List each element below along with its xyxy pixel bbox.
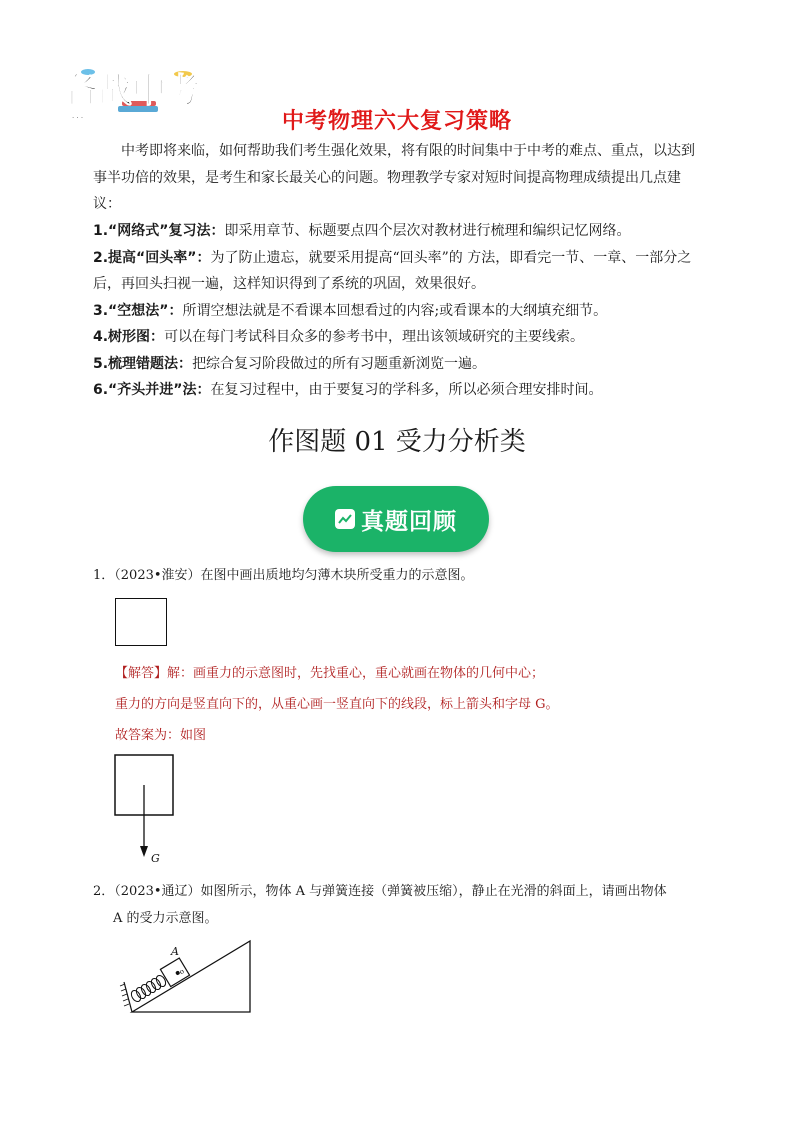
answer-line: 重力的方向是竖直向下的，从重心画一竖直向下的线段，标上箭头和字母 G。 <box>115 697 559 712</box>
incline-spring-diagram <box>114 938 256 1018</box>
tip-item <box>93 324 703 351</box>
page-title: 中考物理六大复习策略 <box>281 109 512 134</box>
tip-text: 把综合复习阶段做过的所有习题重新浏览一遍。 <box>192 355 487 372</box>
badge-label: 真题回顾 <box>361 508 457 535</box>
question-1-block-figure <box>115 598 167 646</box>
question-2-line: 2．（2023•通辽）如图所示，物体 A 与弹簧连接（弹簧被压缩），静止在光滑的斜面上，请画出物体 <box>93 884 667 899</box>
question-2-text <box>93 878 713 932</box>
tip-item <box>93 218 703 245</box>
tip-item <box>93 245 703 298</box>
tip-text: 在复习过程中，由于要复习的学科多，所以必须合理安排时间。 <box>210 382 603 398</box>
tip-text: 可以在每门考试科目众多的参考书中，理出该领域研究的主要线索。 <box>164 329 585 345</box>
svg-text:· · ·: · · · <box>72 114 84 122</box>
tip-label: 4.树形图： <box>93 329 165 345</box>
logo-text: 备战中考 <box>64 71 200 111</box>
question-2-line: A 的受力示意图。 <box>113 911 218 926</box>
question-1-answer <box>115 658 559 751</box>
gravity-diagram <box>108 748 188 868</box>
intro-paragraph: 中考即将来临，如何帮助我们考生强化效果，将有限的时间集中于中考的难点、重点，以达到事半功倍的效果，是考生和家长最关心的问题。物理教学专家对短时间提高物理成绩提出几点建议： <box>93 143 695 212</box>
tip-text: 所谓空想法就是不看课本回想看过的内容;或看课本的大纲填充细节。 <box>182 302 608 319</box>
svg-text:o: o <box>177 967 186 977</box>
tips-list <box>93 218 703 404</box>
tip-text: 即采用章节、标题要点四个层次对教材进行梳理和编织记忆网络。 <box>224 223 631 239</box>
tip-label: 5.梳理错题法： <box>93 355 193 372</box>
tip-label: 6.“齐头并进”法： <box>93 382 211 398</box>
question-1-text: 1．（2023•淮安）在图中画出质地均匀薄木块所受重力的示意图。 <box>93 568 474 583</box>
tip-item <box>93 351 703 378</box>
section-title: 作图题 01 受力分析类 <box>268 427 526 457</box>
answer-line: 故答案为：如图 <box>115 728 207 743</box>
gravity-label: G <box>151 852 160 865</box>
block-label: A <box>171 945 179 958</box>
tip-label: 2.提高“回头率”： <box>93 249 211 266</box>
trend-chart-icon <box>335 509 355 529</box>
tip-text: 为了防止遗忘，就要采用提高“回头率”的 方法，即看完一节、一章、一部分之后，再回头扫视一遍，这样知识得到了系统的巩固，效果很好。 <box>93 249 692 292</box>
tip-item <box>93 298 703 325</box>
tip-label: 1.“网络式”复习法： <box>93 223 225 239</box>
section-badge <box>303 486 489 552</box>
tip-label: 3.“空想法”： <box>93 302 183 319</box>
tip-item <box>93 377 703 404</box>
answer-line: 【解答】解：画重力的示意图时，先找重心，重心就画在物体的几何中心； <box>115 666 545 681</box>
